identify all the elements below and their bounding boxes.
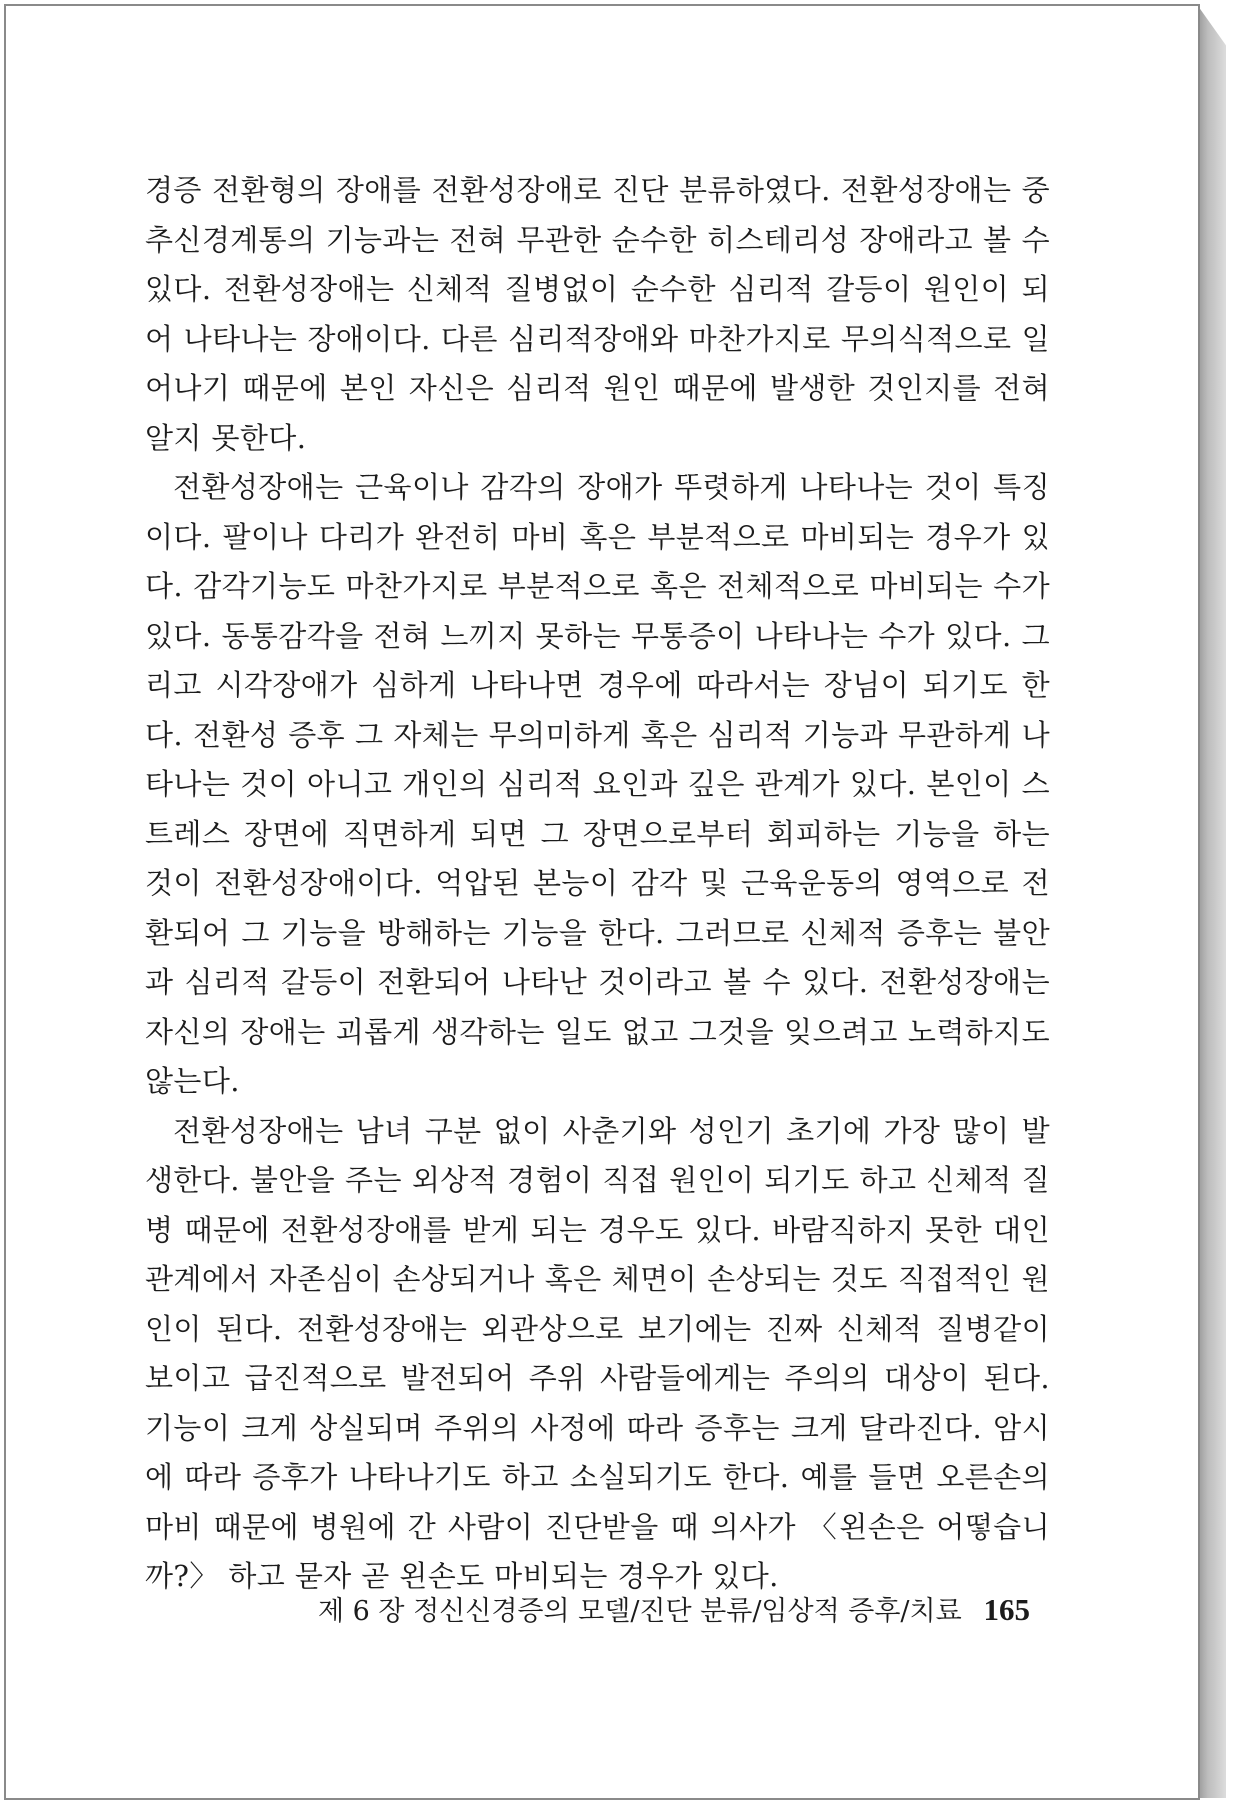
paragraph-1: 경증 전환형의 장애를 전환성장애로 진단 분류하였다. 전환성장애는 중추신경계통의 기능과는 전혀 무관한 순수한 히스테리성 장애라고 볼 수 있다. 전환성장애는 신체적 질병없이 순수한 심리적 갈등이 원인이 되어 나타나는 장애이다. 다른 심리적장애와 마찬가지로 무의식적으로 일어나기 때문에 본인 자신은 심리적 원인 때문에 발생한 것인지를 전혀 알지 못한다. [145,173,1050,455]
body-text [145,166,1050,1602]
page-number: 165 [983,1592,1030,1627]
running-head: 제 6 장 정신신경증의 모델/진단 분류/임상적 증후/치료 [318,1596,962,1627]
paragraph-2: 전환성장애는 근육이나 감각의 장애가 뚜렷하게 나타나는 것이 특징이다. 팔이나 다리가 완전히 마비 혹은 부분적으로 마비되는 경우가 있다. 감각기능도 마찬가지로 부분적으로 혹은 전체적으로 마비되는 수가 있다. 동통감각을 전혀 느끼지 못하는 무통증이 나타나는 수가 있다. 그리고 시각장애가 심하게 나타나면 경우에 따라서는 장님이 되기도 한다. 전환성 증후 그 자체는 무의미하게 혹은 심리적 기능과 무관하게 나타나는 것이 아니고 개인의 심리적 요인과 깊은 관계가 있다. 본인이 스트레스 장면에 직면하게 되면 그 장면으로부터 회피하는 기능을 하는 것이 전환성장애이다. 억압된 본능이 감각 및 근육운동의 영역으로 전환되어 그 기능을 방해하는 기능을 한다. 그러므로 신체적 증후는 불안과 심리적 갈등이 전환되어 나타난 것이라고 볼 수 있다. 전환성장애는 자신의 장애는 괴롭게 생각하는 일도 없고 그것을 잊으려고 노력하지도 않는다. [145,470,1050,1098]
paragraph-3: 전환성장애는 남녀 구분 없이 사춘기와 성인기 초기에 가장 많이 발생한다. 불안을 주는 외상적 경험이 직접 원인이 되기도 하고 신체적 질병 때문에 전환성장애를 받게 되는 경우도 있다. 바람직하지 못한 대인관계에서 자존심이 손상되거나 혹은 체면이 손상되는 것도 직접적인 원인이 된다. 전환성장애는 외관상으로 보기에는 진짜 신체적 질병같이 보이고 급진적으로 발전되어 주위 사람들에게는 주의의 대상이 된다. 기능이 크게 상실되며 주위의 사정에 따라 증후는 크게 달라진다. 암시에 따라 증후가 나타나기도 하고 소실되기도 한다. 예를 들면 오른손의 마비 때문에 병원에 간 사람이 진단받을 때 의사가 〈왼손은 어떻습니까?〉 하고 묻자 곧 왼손도 마비되는 경우가 있다. [145,1113,1050,1593]
page-edge-shadow [1198,6,1226,1798]
page-footer [318,1589,1030,1628]
